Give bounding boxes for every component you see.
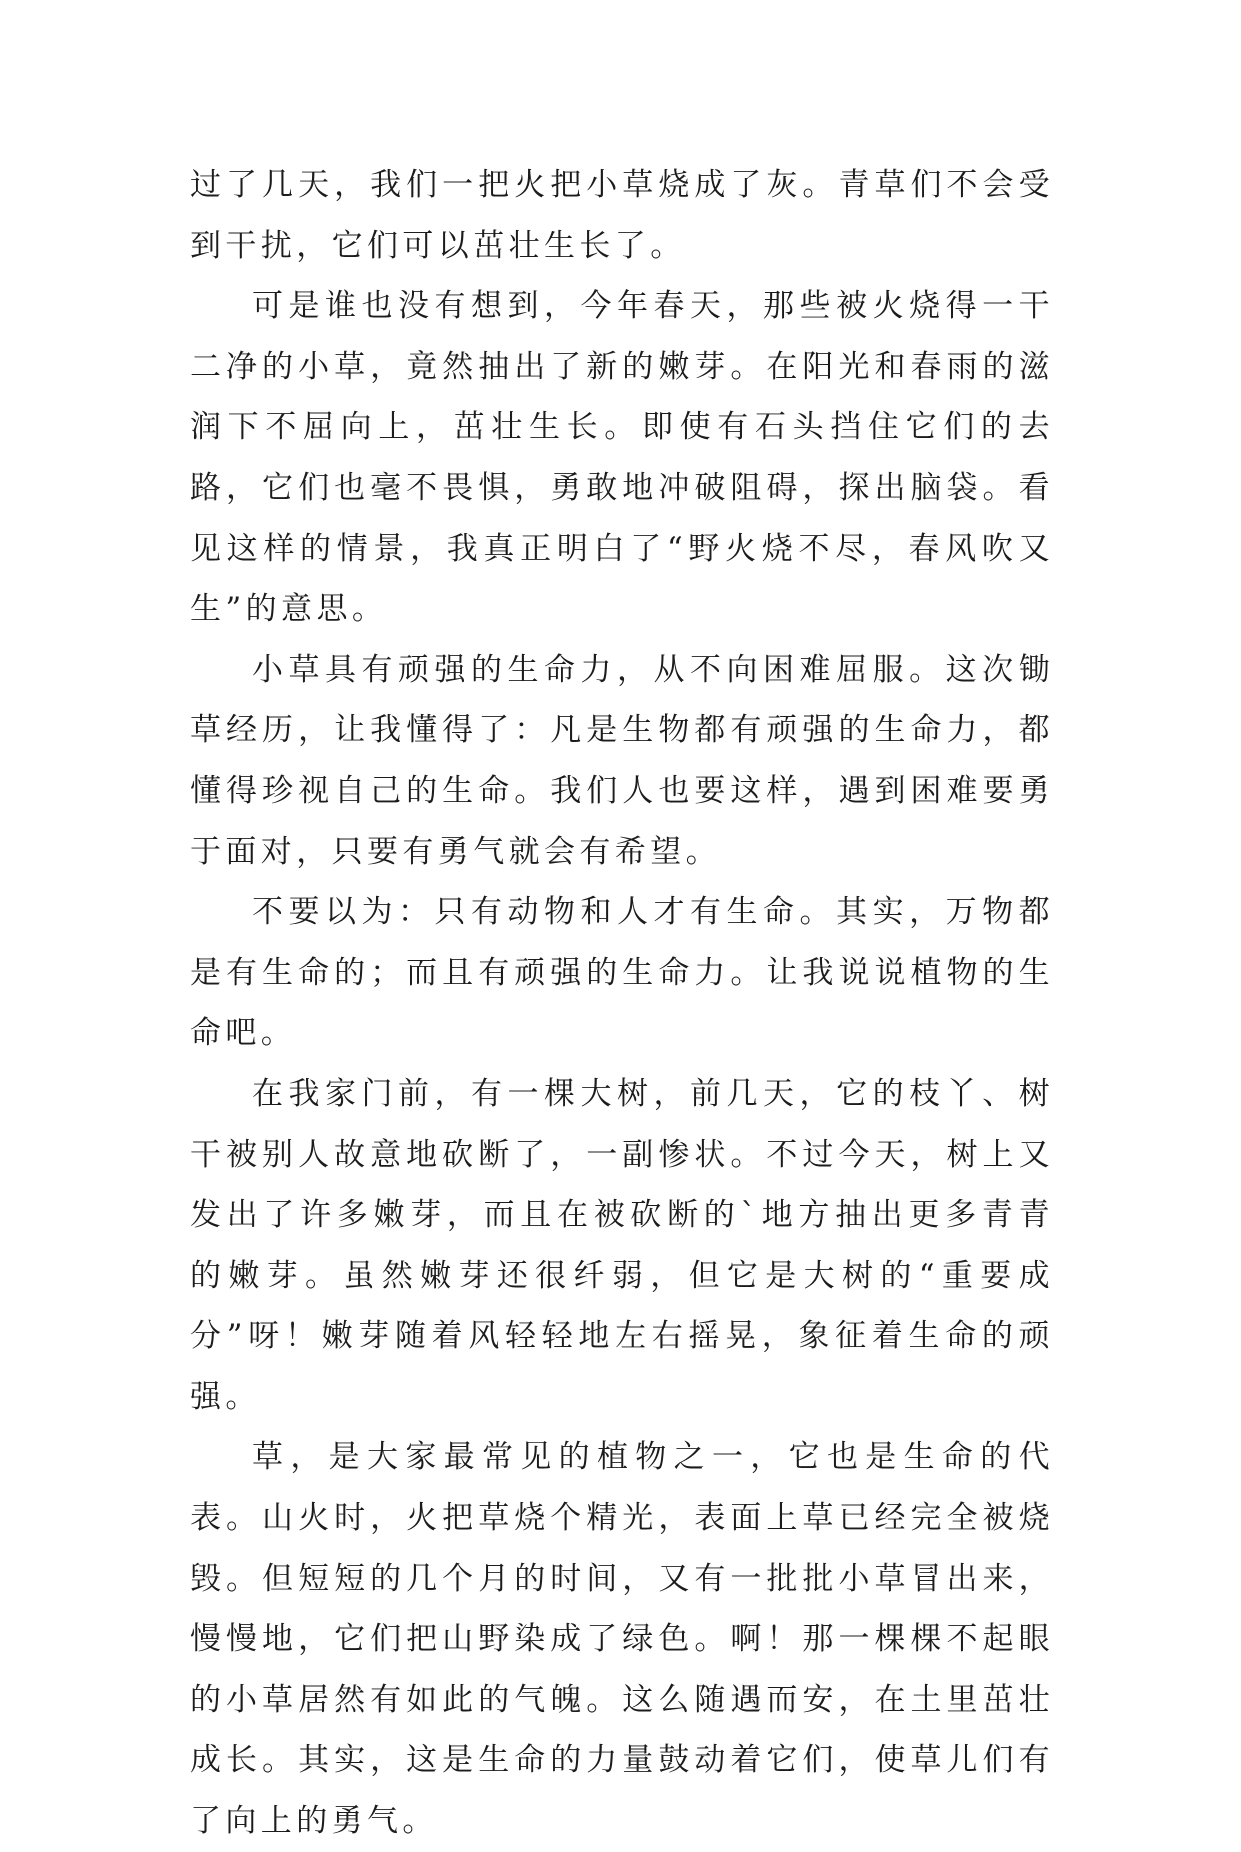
paragraph-4: 不要以为：只有动物和人才有生命。其实，万物都是有生命的；而且有顽强的生命力。让我说说植物的生命吧。 xyxy=(190,894,1054,1052)
paragraph-6: 草，是大家最常见的植物之一，它也是生命的代表。山火时，火把草烧个精光，表面上草已经完全被烧毁。但短短的几个月的时间，又有一批批小草冒出来，慢慢地，它们把山野染成了绿色。啊！那一棵棵不起眼的小草居然有如此的气魄。这么随遇而安，在土里茁壮成长。其实，这是生命的力量鼓动着它们，使草儿们有了向上的勇气。 xyxy=(190,1439,1054,1840)
paragraph-3: 小草具有顽强的生命力，从不向困难屈服。这次锄草经历，让我懂得了：凡是生物都有顽强的生命力，都懂得珍视自己的生命。我们人也要这样，遇到困难要勇于面对，只要有勇气就会有希望。 xyxy=(190,651,1054,870)
paragraph-1: 过了几天，我们一把火把小草烧成了灰。青草们不会受到干扰，它们可以茁壮生长了。 xyxy=(190,167,1054,264)
body-text xyxy=(190,155,1054,1852)
paragraph-2: 可是谁也没有想到，今年春天，那些被火烧得一干二净的小草，竟然抽出了新的嫩芽。在阳光和春雨的滋润下不屈向上，茁壮生长。即使有石头挡住它们的去路，它们也毫不畏惧，勇敢地冲破阻碍，探出脑袋。看见这样的情景，我真正明白了“野火烧不尽，春风吹又生”的意思。 xyxy=(190,288,1054,628)
paragraph-5: 在我家门前，有一棵大树，前几天，它的枝丫、树干被别人故意地砍断了，一副惨状。不过今天，树上又发出了许多嫩芽，而且在被砍断的`地方抽出更多青青的嫩芽。虽然嫩芽还很纤弱，但它是大树的“重要成分”呀！嫩芽随着风轻轻地左右摇晃，象征着生命的顽强。 xyxy=(190,1075,1054,1415)
